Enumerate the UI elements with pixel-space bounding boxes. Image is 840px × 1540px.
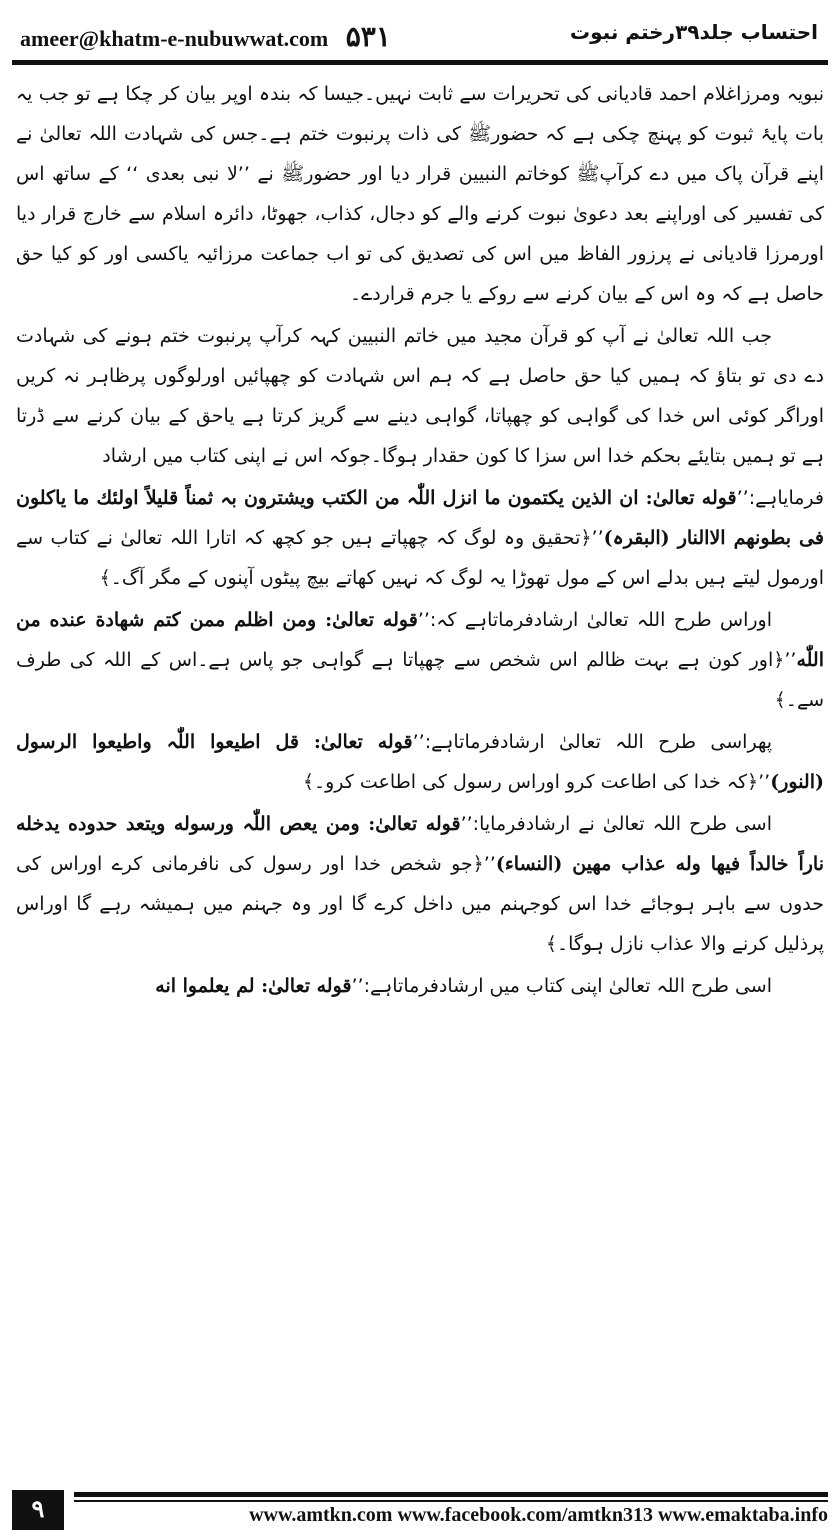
header-email[interactable]: ameer@khatm-e-nubuwwat.com xyxy=(20,26,329,51)
arabic-verse: قوله تعالیٰ: قل اطیعوا اللّٰہ واطیعوا الرسول (النور) xyxy=(16,731,824,793)
paragraph-1: نبویہ ومرزاغلام احمد قادیانی کی تحریرات سے ثابت نہیں۔جیسا کہ بندہ اوپر بیان کر چکا ہے تو جب یہ بات پایۂ ثبوت کو پہنچ چکی ہے کہ حضورﷺ کی ذات پرنبوت ختم ہے۔جس کی شہادت اللہ تعالیٰ نے اپنے قرآن پاک میں دے کرآپﷺ کوخاتم النبیین قرار دیا اور حضورﷺ نے ’’لا نبی بعدی ‘‘ کے ساتھ اس کی تفسیر کی اوراپنے بعد دعویٰ نبوت کرنے والے کو دجال، کذاب، جھوٹا، دائرہ اسلام سے خارج قرار دیا اورمرزا قادیانی نے پرزور الفاظ میں اس کی تصدیق کی تو اب جماعت مرزائیہ یاکسی اور کو کیا حق حاصل ہے کہ وہ اس کے بیان کرنے سے روکے یا جرم قراردے۔ xyxy=(16,83,824,305)
quote-intro: اسی طرح اللہ تعالیٰ نے ارشادفرمایا:’’ xyxy=(460,813,772,835)
quote-intro: اسی طرح اللہ تعالیٰ اپنی کتاب میں ارشادفرماتاہے:’’ xyxy=(351,975,772,997)
verse-translation: ’’﴿تحقیق وہ لوگ کہ چھپاتے ہیں جو کچھ کہ اتارا اللہ تعالیٰ نے کتاب سے اورمول لیتے ہیں بدلے اس کے مول تھوڑا یہ لوگ کہ نہیں کھاتے بیچ پیٹوں آپنوں کے مگر آگ۔﴾ xyxy=(16,527,824,589)
paragraph-6 xyxy=(16,804,824,964)
header-book-title: احتساب جلد۳۹رختم نبوت xyxy=(570,20,818,44)
header-page-number: ۵۳۱ xyxy=(345,22,391,53)
quote-intro: فرمایاہے:’’ xyxy=(736,487,824,509)
arabic-verse: قوله تعالیٰ: ومن اظلم ممن کتم شهادة عنده من اللّٰه xyxy=(16,609,824,671)
paragraph-4 xyxy=(16,600,824,720)
arabic-verse: قوله تعالیٰ: ان الذین یکتمون ما انزل اللّٰہ من الکتب ویشترون بہ ثمناً قلیلاً اولئك ما یاکلون فی بطونهم الاالنار (البقرہ) xyxy=(16,487,824,549)
footer-rule xyxy=(74,1492,828,1497)
header-rule xyxy=(12,60,828,65)
paragraph-3 xyxy=(16,478,824,598)
footer-links[interactable]: www.amtkn.com www.facebook.com/amtkn313 www.emaktaba.info xyxy=(249,1504,828,1526)
verse-translation: ’’﴿جو شخص خدا اور رسول کی نافرمانی کرے اوراس کی حدوں سے باہر ہوجائے خدا اس کوجہنم میں داخل کرے گا اور وہ جہنم میں ہمیشہ رہے گا اوراس پرذلیل کرنے والا عذاب نازل ہوگا۔﴾ xyxy=(16,853,824,955)
quote-intro: اوراس طرح اللہ تعالیٰ ارشادفرماتاہے کہ:’’ xyxy=(417,609,773,631)
footer-rule-thin xyxy=(74,1500,828,1502)
page-body xyxy=(16,74,824,1008)
quote-intro: پھراسی طرح اللہ تعالیٰ ارشادفرماتاہے:’’ xyxy=(412,731,772,753)
verse-translation: ’’﴿اور کون ہے بہت ظالم اس شخص سے چھپاتا ہے گواہی جو پاس ہے۔اس کے اللہ کی طرف سے۔﴾ xyxy=(16,649,824,711)
arabic-verse: قوله تعالیٰ: ومن یعص اللّٰہ ورسوله ویتعد حدوده یدخله ناراً خالداً فیها وله عذاب مهین (النساء) xyxy=(16,813,824,875)
footer-page-number: ۹ xyxy=(12,1490,64,1530)
arabic-verse: قوله تعالیٰ: لم یعلموا انه xyxy=(155,975,352,997)
page-footer xyxy=(12,1490,828,1534)
paragraph-7 xyxy=(16,966,824,1006)
page-header xyxy=(10,12,830,56)
paragraph-2: جب اللہ تعالیٰ نے آپ کو قرآن مجید میں خاتم النبیین کہہ کرآپ پرنبوت ختم ہونے کی شہادت دے دی تو بتاؤ کہ ہمیں کیا حق حاصل ہے کہ ہم اس شہادت کو چھپائیں اورلوگوں پرظاہر نہ کریں اوراگر کوئی اس خدا کی گواہی کو چھپاتا، گواہی دینے سے گریز کرتا ہے یاحق کے بیان کرنے سے ڈرتا ہے تو ہمیں بتایئے بحکم خدا اس سزا کا کون حقدار ہوگا۔جوکہ اس نے اپنی کتاب میں ارشاد xyxy=(16,325,824,467)
header-left xyxy=(20,20,391,54)
verse-translation: ’’﴿کہ خدا کی اطاعت کرو اوراس رسول کی اطاعت کرو۔﴾ xyxy=(302,771,771,793)
paragraph-5 xyxy=(16,722,824,802)
